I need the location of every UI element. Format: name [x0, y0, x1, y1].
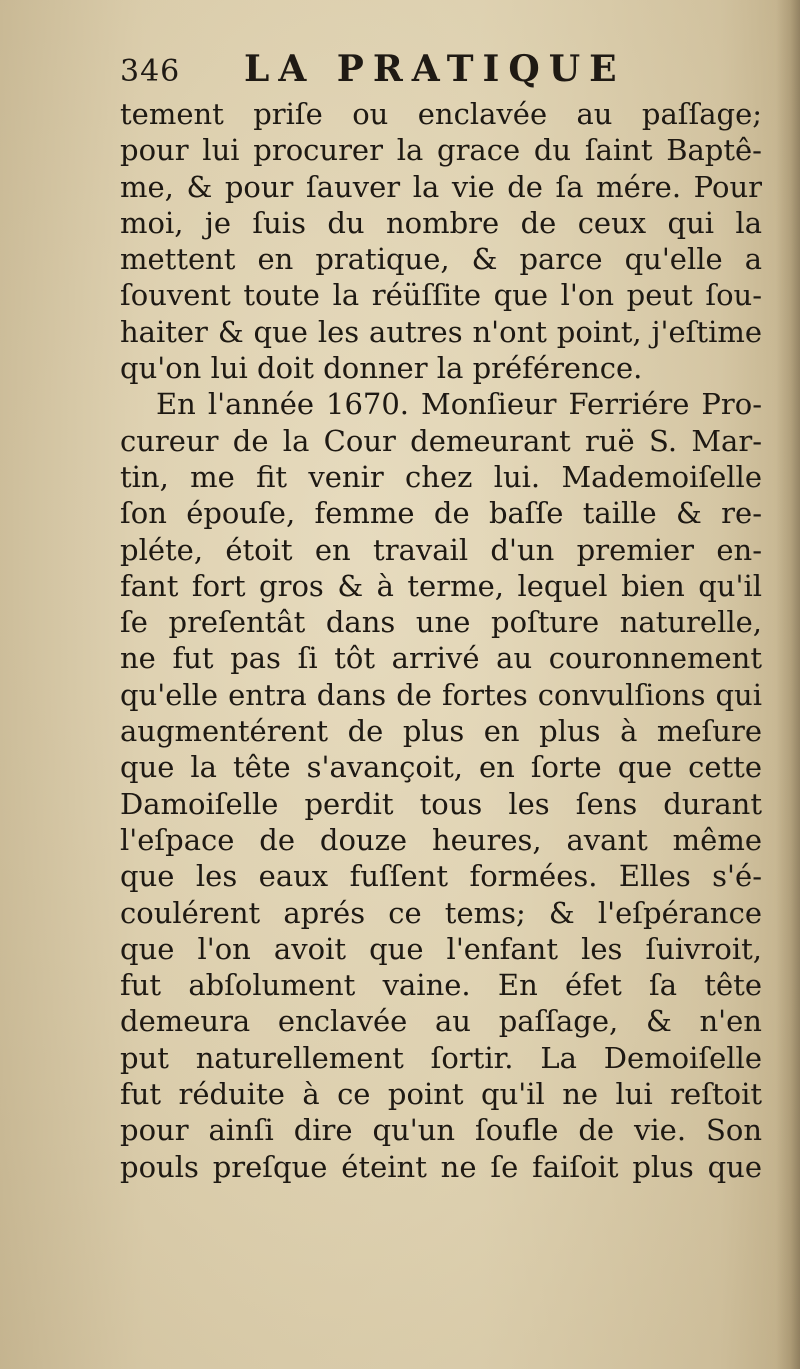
text-line: demeura enclavée au paſſage, & n'en: [120, 1004, 762, 1039]
text-line: qu'on lui doit donner la préférence.: [120, 351, 643, 386]
text-line: cureur de la Cour demeurant ruë S. Mar-: [120, 423, 762, 458]
body-text: [120, 96, 762, 1185]
page-number: 346: [120, 54, 181, 89]
text-line: ſon épouſe, femme de baſſe taille & re-: [120, 496, 762, 531]
text-line: ne fut pas ſi tôt arrivé au couronnement: [120, 641, 762, 676]
paragraph-first-line: En l'année 1670. Monſieur Ferriére Pro-: [156, 387, 762, 422]
text-line: fut abſolument vaine. En éfet ſa tête: [120, 968, 762, 1003]
text-line: que l'on avoit que l'enfant les ſuivroit,: [120, 931, 762, 966]
text-line: Damoiſelle perdit tous les ſens durant: [120, 786, 762, 821]
text-line: me, & pour ſauver la vie de ſa mére. Pour: [120, 169, 762, 204]
text-line: tin, me fit venir chez lui. Mademoiſelle: [120, 459, 762, 494]
text-line: coulérent aprés ce tems; & l'eſpérance: [120, 895, 762, 930]
text-line: put naturellement ſortir. La Demoiſelle: [120, 1040, 762, 1075]
text-line: pour lui procurer la grace du ſaint Baptê-: [120, 133, 762, 168]
text-line: pouls preſque éteint ne ſe faiſoit plus que: [120, 1149, 762, 1184]
text-line: fant fort gros & à terme, lequel bien qu'il: [120, 568, 762, 603]
text-line: qu'elle entra dans de fortes convulſions qui: [120, 677, 762, 712]
text-line: ſouvent toute la réüſſite que l'on peut ſou-: [120, 278, 762, 313]
text-line: augmentérent de plus en plus à meſure: [120, 714, 762, 749]
text-line: que la tête s'avançoit, en ſorte que cette: [120, 750, 762, 785]
text-line: fut réduite à ce point qu'il ne lui reſtoit: [120, 1077, 762, 1112]
text-line: ſe preſentât dans une poſture naturelle,: [120, 605, 762, 640]
text-line: pour ainſi dire qu'un ſoufle de vie. Son: [120, 1113, 762, 1148]
text-line: mettent en pratique, & parce qu'elle a: [120, 242, 762, 277]
page-gutter-shadow: [776, 0, 800, 1369]
text-line: haiter & que les autres n'ont point, j'eſtime: [120, 314, 762, 349]
text-line: tement priſe ou enclavée au paſſage;: [120, 97, 762, 131]
text-line: l'eſpace de douze heures, avant même: [120, 822, 762, 857]
text-line: moi, je ſuis du nombre de ceux qui la: [120, 205, 762, 240]
text-line: pléte, étoit en travail d'un premier en-: [120, 532, 762, 567]
running-head: [120, 48, 760, 98]
text-line: que les eaux fuſſent formées. Elles s'é-: [120, 859, 762, 894]
running-title: LA PRATIQUE: [244, 48, 626, 90]
